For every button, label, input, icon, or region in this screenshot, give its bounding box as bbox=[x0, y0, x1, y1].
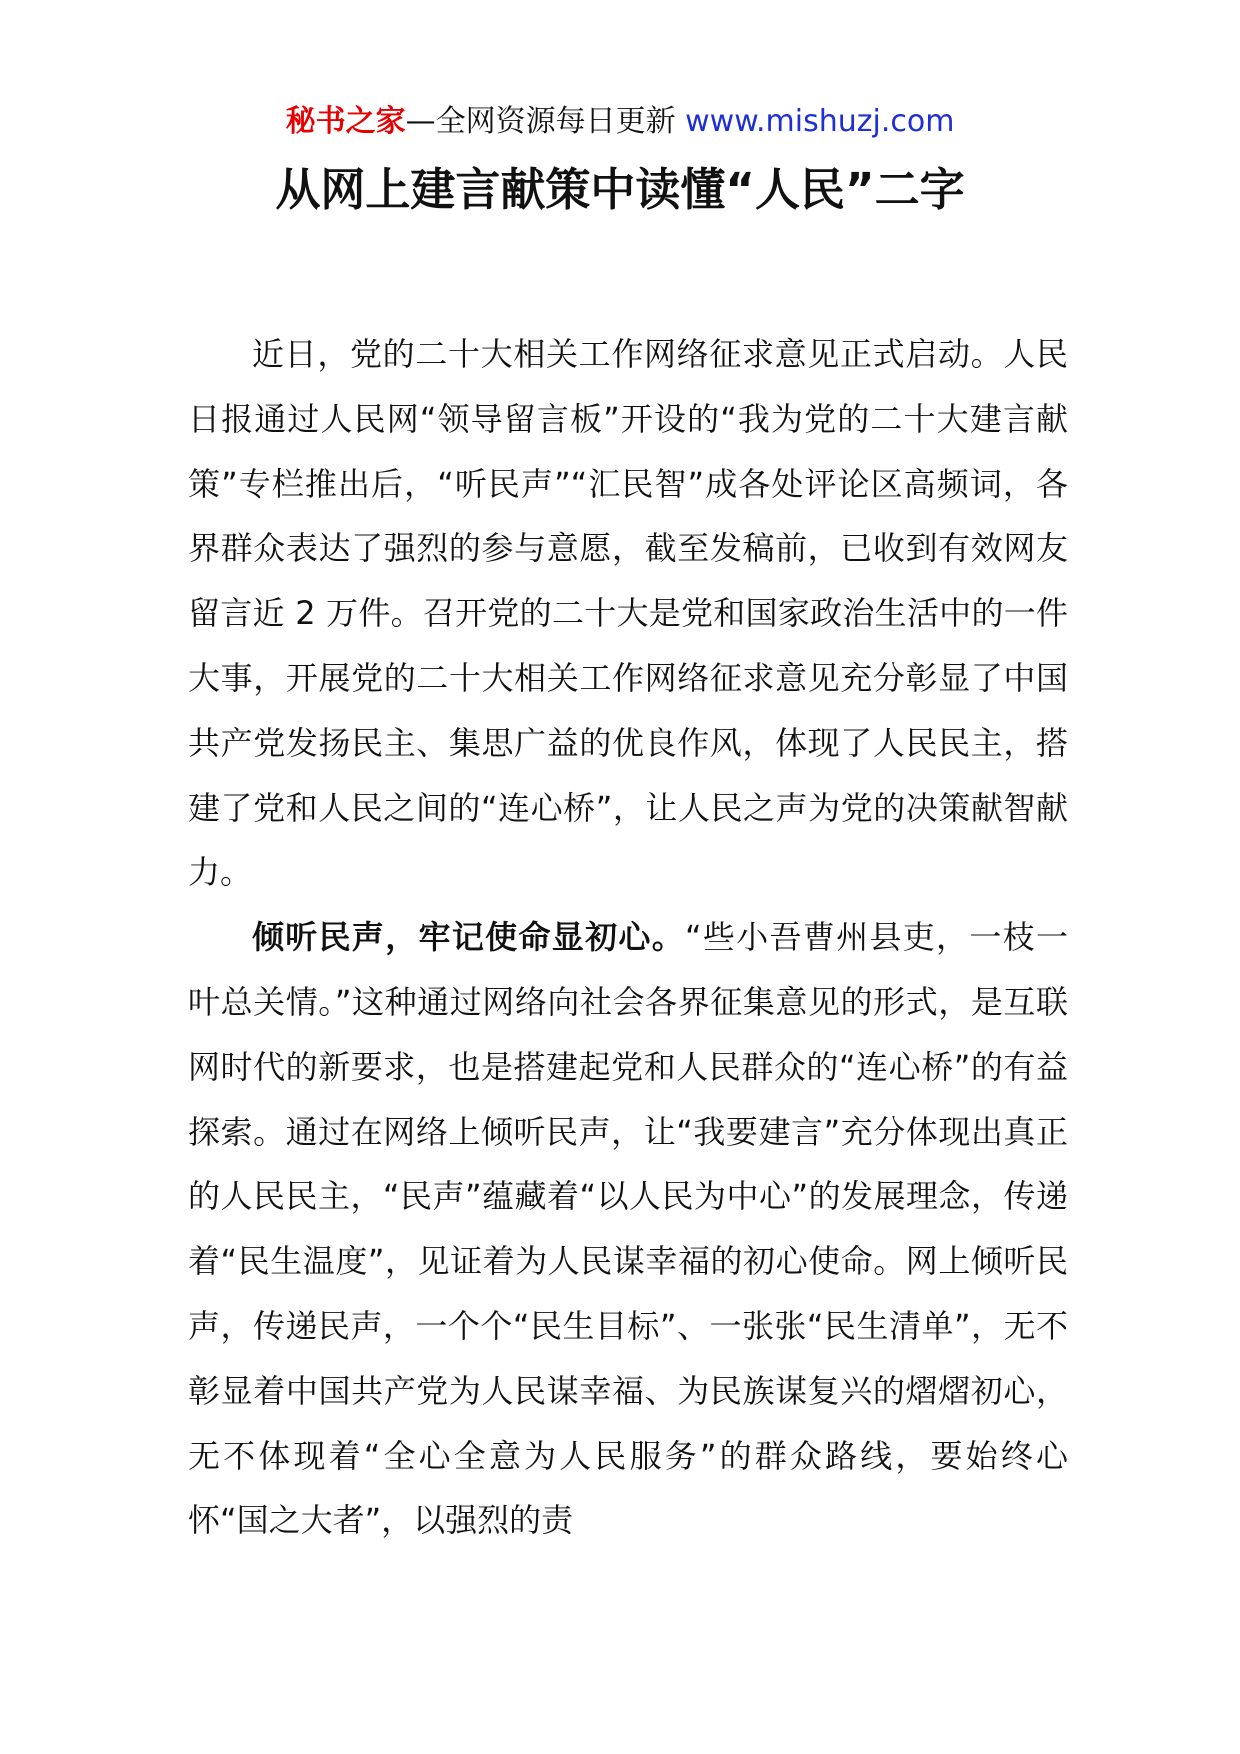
paragraph-text: 近日，党的二十大相关工作网络征求意见正式启动。人民日报通过人民网“领导留言板”开设的“我为党的二十大建言献策”专栏推出后，“听民声”“汇民智”成各处评论区高频词，各界群众表达了强烈的参与意愿，截至发稿前，已收到有效网友留言近 2 万件。召开党的二十大是党和国家政治生活中的一件大事，开展党的二十大相关工作网络征求意见充分彰显了中国共产党发扬民主、集思广益的优良作风，体现了人民民主，搭建了党和人民之间的“连心桥”，让人民之声为党的决策献智献力。 bbox=[188, 335, 1068, 892]
site-url-link[interactable]: www.mishuzj.com bbox=[685, 104, 955, 139]
paragraph-text: “些小吾曹州县吏，一枝一叶总关情。”这种通过网络向社会各界征集意见的形式，是互联网时代的新要求，也是搭建起党和人民群众的“连心桥”的有益探索。通过在网络上倾听民声，让“我要建言”充分体现出真正的人民民主，“民声”蕴藏着“以人民为中心”的发展理念，传递着“民生温度”，见证着为人民谋幸福的初心使命。网上倾听民声，传递民声，一个个“民生目标”、一张张“民生清单”，无不彰显着中国共产党为人民谋幸福、为民族谋复兴的熠熠初心，无不体现着“全心全意为人民服务”的群众路线，要始终心怀“国之大者”，以强烈的责 bbox=[188, 918, 1068, 1540]
site-slogan: —全网资源每日更新 bbox=[405, 104, 676, 139]
site-name: 秘书之家 bbox=[285, 104, 406, 139]
site-header bbox=[0, 100, 1240, 144]
document-title: 从网上建言献策中读懂“人民”二字 bbox=[275, 163, 965, 216]
paragraph-lead: 倾听民声，牢记使命显初心。 bbox=[252, 918, 686, 957]
paragraph bbox=[188, 322, 1068, 905]
article-body bbox=[188, 322, 1068, 1553]
paragraph bbox=[188, 905, 1068, 1553]
